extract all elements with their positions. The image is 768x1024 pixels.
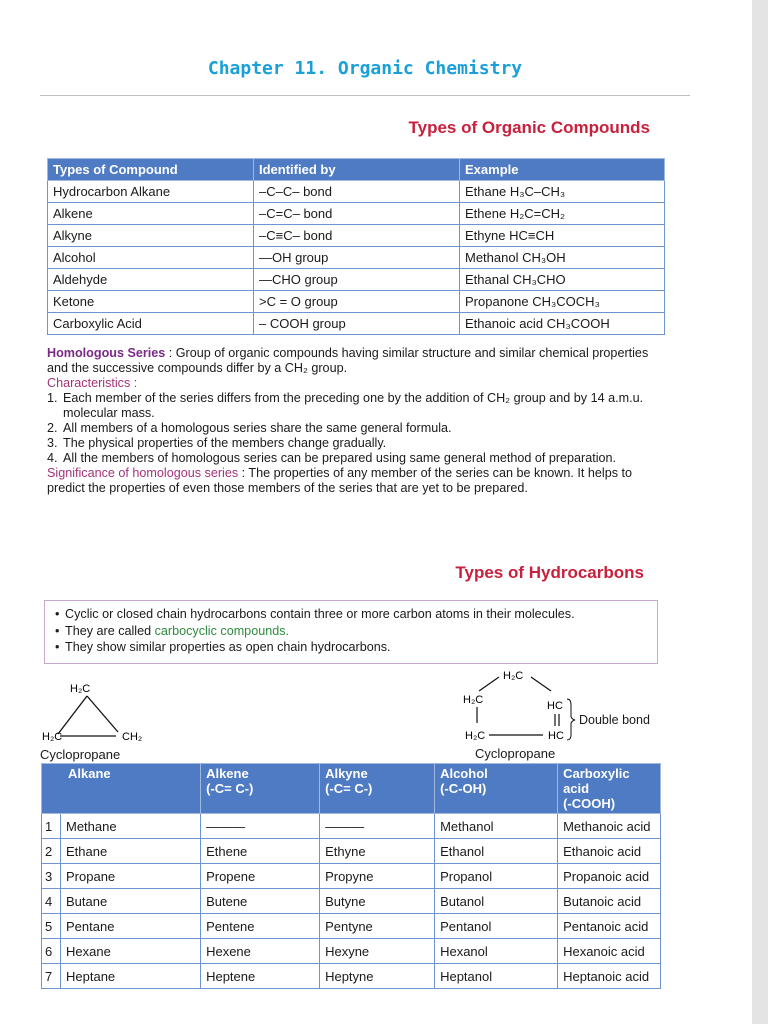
list-item	[47, 391, 667, 421]
characteristics-list	[47, 391, 667, 466]
table-cell: Heptanoic acid	[558, 964, 661, 989]
row-number: 4	[42, 889, 61, 914]
table-cell: ———	[201, 814, 320, 839]
table-cell: Pentanoic acid	[558, 914, 661, 939]
list-item	[47, 436, 667, 451]
svg-text:H₂C: H₂C	[42, 731, 63, 743]
bullet-item: • Cyclic or closed chain hydrocarbons contain three or more carbon atoms in their molecules.	[55, 606, 649, 623]
column-header: Example	[460, 159, 665, 181]
bullet-item: • They show similar properties as open chain hydrocarbons.	[55, 639, 649, 656]
svg-text:H₂C: H₂C	[465, 730, 486, 742]
hydrocarbons-table	[41, 763, 661, 989]
table-cell: >C = O group	[254, 291, 460, 313]
table-cell: Heptane	[61, 964, 201, 989]
table-row	[42, 964, 661, 989]
homologous-term: Homologous Series	[47, 346, 166, 360]
table-cell: Methanol	[435, 814, 558, 839]
table-cell: Butene	[201, 889, 320, 914]
list-number: 2.	[47, 421, 58, 435]
row-number: 1	[42, 814, 61, 839]
header-line2: (-C= C-)	[206, 781, 254, 796]
characteristics-label: Characteristics :	[47, 376, 138, 390]
column-header	[435, 764, 558, 814]
table-cell: ———	[320, 814, 435, 839]
table-cell: Butanol	[435, 889, 558, 914]
table-row	[42, 939, 661, 964]
svg-text:CH₂: CH₂	[122, 731, 143, 743]
table-cell: Ketone	[48, 291, 254, 313]
table-cell: Pentene	[201, 914, 320, 939]
column-header: Types of Compound	[48, 159, 254, 181]
header-line1: Alcohol	[440, 766, 488, 781]
table-cell: Butanoic acid	[558, 889, 661, 914]
table-cell: Ethanoic acid CH₃COOH	[460, 313, 665, 335]
table-row	[42, 839, 661, 864]
significance-text: : The properties of any member of the series can be known. It helps to predict the properties of even those members of the series that are yet to be prepared.	[47, 466, 633, 495]
table-cell: Ethane H₃C–CH₃	[460, 181, 665, 203]
list-item-text: Each member of the series differs from the preceding one by the addition of CH₂ group and by 14 a.m.u. molecular mass.	[63, 391, 644, 420]
significance-label: Significance of homologous series	[47, 466, 239, 480]
table-header-row	[42, 764, 661, 814]
bullet-text: They are called	[65, 623, 155, 638]
row-number: 3	[42, 864, 61, 889]
cyclopropane-structure-right	[455, 665, 675, 747]
table-cell: Hexane	[61, 939, 201, 964]
table-cell: Heptyne	[320, 964, 435, 989]
table-cell: Propyne	[320, 864, 435, 889]
table-cell: Propane	[61, 864, 201, 889]
bullet-item	[55, 623, 649, 640]
table-row	[48, 225, 665, 247]
table-cell: Heptanol	[435, 964, 558, 989]
row-number: 2	[42, 839, 61, 864]
header-line1: Carboxylic acid	[563, 766, 630, 796]
table-cell: Ethane	[61, 839, 201, 864]
table-cell: Butane	[61, 889, 201, 914]
column-header	[201, 764, 320, 814]
list-item	[47, 451, 667, 466]
table-cell: Pentane	[61, 914, 201, 939]
table-cell: –C–C– bond	[254, 181, 460, 203]
row-number: 7	[42, 964, 61, 989]
svg-text:H₂C: H₂C	[70, 683, 91, 695]
table-cell: Ethanol	[435, 839, 558, 864]
cyclopropane-diagram-left	[40, 678, 160, 763]
homologous-definition	[47, 346, 667, 376]
cyclopropane-structure-left	[40, 678, 160, 743]
table-cell: Hexene	[201, 939, 320, 964]
table-row	[42, 889, 661, 914]
organic-compounds-table	[47, 158, 665, 335]
table-cell: Propene	[201, 864, 320, 889]
table-cell: Pentyne	[320, 914, 435, 939]
table-cell: Hexanoic acid	[558, 939, 661, 964]
page-edge	[752, 0, 768, 1024]
table-cell: Propanoic acid	[558, 864, 661, 889]
table-cell: Alcohol	[48, 247, 254, 269]
table-cell: Hexyne	[320, 939, 435, 964]
table-cell: –C=C– bond	[254, 203, 460, 225]
table-row	[42, 914, 661, 939]
table-cell: Ethene H₂C=CH₂	[460, 203, 665, 225]
list-item	[47, 421, 667, 436]
table-cell: – COOH group	[254, 313, 460, 335]
table-cell: Aldehyde	[48, 269, 254, 291]
hydrocarbons-info-box	[44, 600, 658, 664]
table-cell: Methanoic acid	[558, 814, 661, 839]
svg-text:HC: HC	[548, 730, 564, 742]
table-header-row	[48, 159, 665, 181]
table-cell: Ethyne	[320, 839, 435, 864]
carbocyclic-highlight: carbocyclic compounds.	[154, 623, 290, 638]
table-cell: Hydrocarbon Alkane	[48, 181, 254, 203]
table-row	[48, 247, 665, 269]
table-row	[48, 313, 665, 335]
table-cell: Hexanol	[435, 939, 558, 964]
header-line1: Alkane	[68, 766, 111, 781]
section-heading-hydrocarbons: Types of Hydrocarbons	[455, 563, 644, 582]
table-cell: –C≡C– bond	[254, 225, 460, 247]
double-bond-label: Double bond	[579, 713, 650, 727]
list-number: 1.	[47, 391, 58, 405]
table-row	[48, 269, 665, 291]
list-item-text: All the members of homologous series can be prepared using same general method of preparation.	[63, 451, 617, 465]
header-line1: Alkyne	[325, 766, 368, 781]
table-cell: Pentanol	[435, 914, 558, 939]
list-number: 4.	[47, 451, 58, 465]
definition-text: : Group of organic compounds having similar structure and similar chemical properties and the successive compounds differ by a CH₂ group.	[47, 346, 649, 375]
column-header: Identified by	[254, 159, 460, 181]
table-cell: Methane	[61, 814, 201, 839]
svg-text:H₂C: H₂C	[503, 670, 524, 682]
table-cell: —CHO group	[254, 269, 460, 291]
table-cell: Alkyne	[48, 225, 254, 247]
diagram-caption: Cyclopropane	[475, 746, 556, 761]
column-header	[42, 764, 201, 814]
column-header	[320, 764, 435, 814]
table-cell: —OH group	[254, 247, 460, 269]
row-number: 6	[42, 939, 61, 964]
table-cell: Ethanal CH₃CHO	[460, 269, 665, 291]
table-cell: Heptene	[201, 964, 320, 989]
svg-text:H₂C: H₂C	[463, 694, 484, 706]
table-row	[48, 181, 665, 203]
section-heading-organic-compounds: Types of Organic Compounds	[408, 118, 650, 137]
table-cell: Propanol	[435, 864, 558, 889]
header-line2: (-COOH)	[563, 796, 616, 811]
divider	[40, 95, 690, 96]
homologous-series-text	[47, 346, 667, 496]
table-cell: Methanol CH₃OH	[460, 247, 665, 269]
significance-paragraph	[47, 466, 667, 496]
header-line1: Alkene	[206, 766, 249, 781]
table-row	[48, 203, 665, 225]
cyclopropane-diagram-right	[455, 665, 675, 763]
list-number: 3.	[47, 436, 58, 450]
chapter-title: Chapter 11. Organic Chemistry	[207, 58, 523, 79]
diagram-caption: Cyclopropane	[40, 747, 121, 762]
table-cell: Ethene	[201, 839, 320, 864]
table-cell: Carboxylic Acid	[48, 313, 254, 335]
table-row	[42, 864, 661, 889]
row-number: 5	[42, 914, 61, 939]
column-header	[558, 764, 661, 814]
list-item-text: The physical properties of the members change gradually.	[63, 436, 387, 450]
table-cell: Butyne	[320, 889, 435, 914]
table-cell: Ethanoic acid	[558, 839, 661, 864]
table-cell: Propanone CH₃COCH₃	[460, 291, 665, 313]
header-line2: (-C-OH)	[440, 781, 487, 796]
header-line2: (-C= C-)	[325, 781, 373, 796]
table-row	[48, 291, 665, 313]
svg-text:HC: HC	[547, 700, 563, 712]
table-cell: Ethyne HC≡CH	[460, 225, 665, 247]
list-item-text: All members of a homologous series share the same general formula.	[63, 421, 452, 435]
table-row	[42, 814, 661, 839]
table-cell: Alkene	[48, 203, 254, 225]
